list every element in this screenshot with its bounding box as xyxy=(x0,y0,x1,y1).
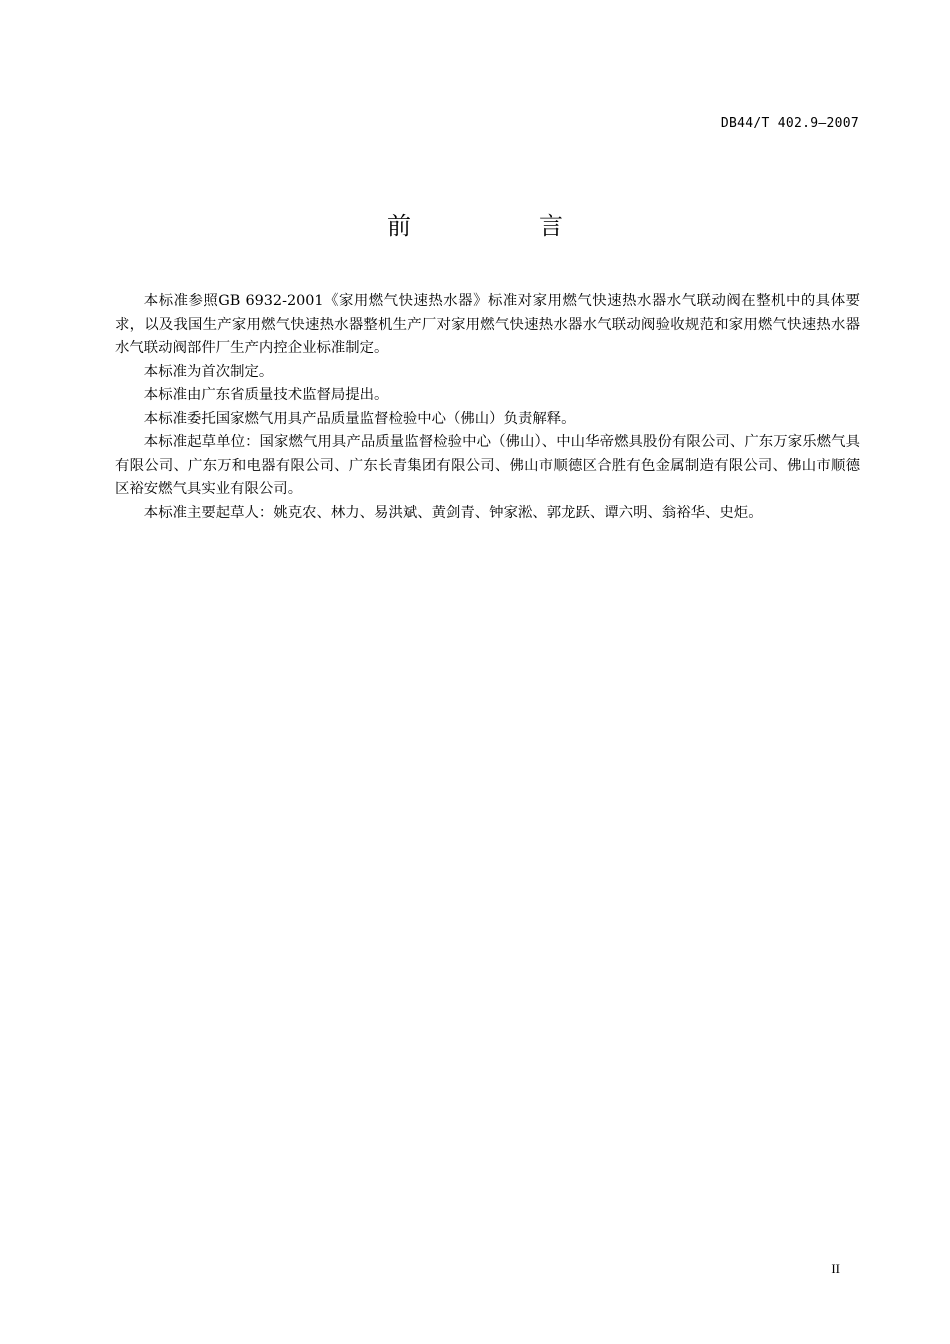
page-number: II xyxy=(831,1261,840,1276)
paragraph-drafting-units: 本标准起草单位：国家燃气用具产品质量监督检验中心（佛山）、中山华帝燃具股份有限公司、广东万家乐燃气具有限公司、广东万和电器有限公司、广东长青集团有限公司、佛山市顺德区合胜有色金属制造有限公司、佛山市顺德区裕安燃气具实业有限公司。 xyxy=(115,434,860,497)
standard-code: DB44/T 402.9—2007 xyxy=(720,116,859,131)
paragraph-interpretation: 本标准委托国家燃气用具产品质量监督检验中心（佛山）负责解释。 xyxy=(143,410,576,427)
foreword-body xyxy=(115,290,860,525)
paragraph-proposer: 本标准由广东省质量技术监督局提出。 xyxy=(143,387,389,403)
page-title: 前 言 xyxy=(387,212,615,240)
paragraph-drafters: 本标准主要起草人：姚克农、林力、易洪斌、黄剑青、钟家淞、郭龙跃、谭六明、翁裕华、史炬。 xyxy=(143,504,763,521)
paragraph-first-edition: 本标准为首次制定。 xyxy=(143,363,274,380)
paragraph-reference: 本标准参照GB 6932-2001《家用燃气快速热水器》标准对家用燃气快速热水器水气联动阀在整机中的具体要求，以及我国生产家用燃气快速热水器整机生产厂对家用燃气快速热水器水气联动阀验收规范和家用燃气快速热水器水气联动阀部件厂生产内控企业标准制定。 xyxy=(115,293,860,356)
